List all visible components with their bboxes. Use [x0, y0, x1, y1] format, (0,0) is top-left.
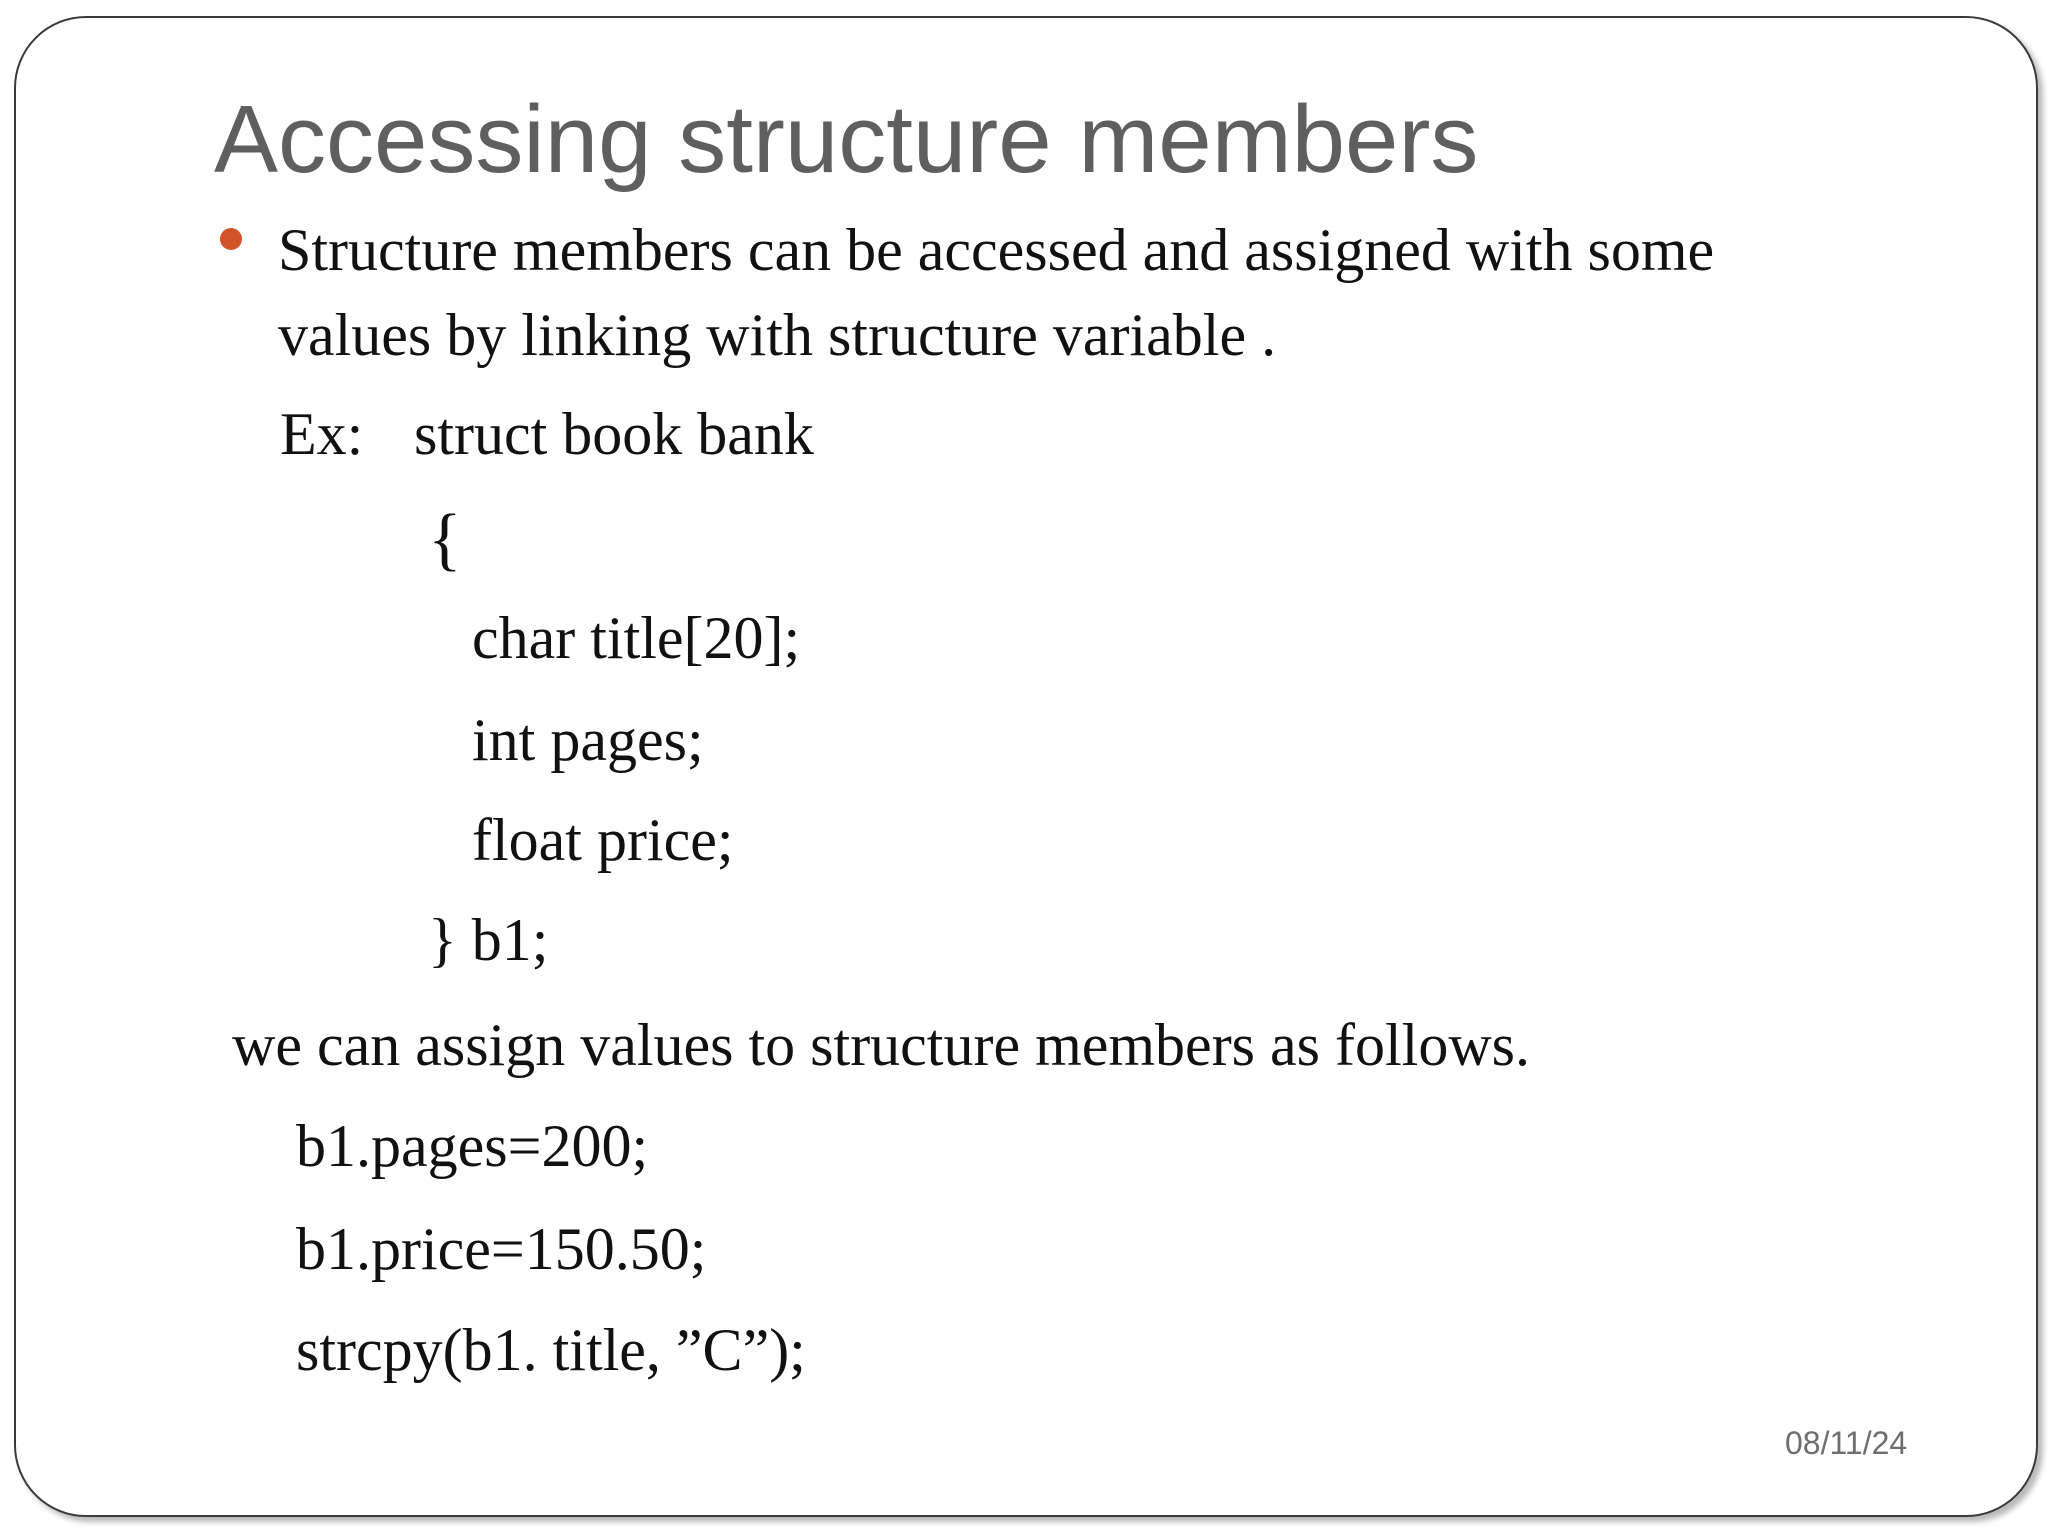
example-label: Ex: — [280, 401, 364, 467]
code-member-pages: int pages; — [472, 707, 704, 773]
code-member-price: float price; — [472, 807, 734, 873]
slide-title: Accessing structure members — [214, 86, 1479, 193]
assign-pages-line: b1.pages=200; — [296, 1113, 649, 1179]
bullet-text-line-1: Structure members can be accessed and assigned with some — [278, 217, 1715, 283]
code-close-brace-variable: } b1; — [428, 907, 549, 973]
code-member-title: char title[20]; — [472, 605, 801, 671]
code-struct-declaration: struct book bank — [414, 401, 814, 467]
assign-intro-text: we can assign values to structure members as follows. — [232, 1012, 1530, 1078]
code-open-brace: { — [428, 501, 462, 578]
bullet-text-line-2: values by linking with structure variable . — [278, 302, 1277, 368]
bullet-icon — [220, 228, 242, 250]
assign-title-line: strcpy(b1. title, ”C”); — [296, 1317, 806, 1383]
slide-date: 08/11/24 — [1785, 1425, 1908, 1461]
assign-price-line: b1.price=150.50; — [296, 1216, 707, 1282]
